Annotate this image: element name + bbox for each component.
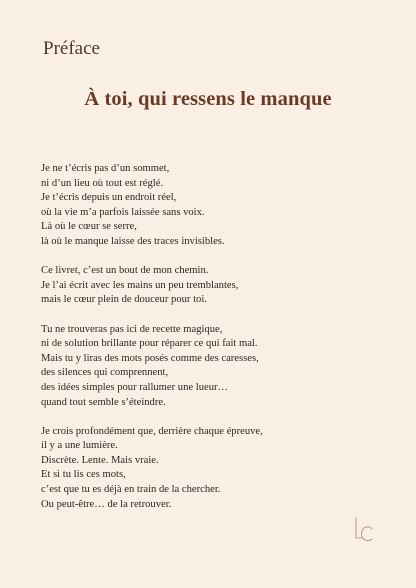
monogram-logo: [350, 516, 376, 544]
poem-line: Mais tu y liras des mots posés comme des caresses,: [41, 352, 259, 364]
poem-line: des silences qui comprennent,: [41, 367, 169, 379]
stanza: [41, 162, 381, 250]
poem-line: Je t’écris depuis un endroit réel,: [41, 192, 177, 204]
page-title: À toi, qui ressens le manque: [84, 88, 332, 110]
stanza: [41, 264, 381, 308]
section-kicker: Préface: [43, 38, 100, 59]
poem-line: Discrète. Lente. Mais vraie.: [41, 454, 159, 466]
stanza: [41, 323, 381, 411]
poem-line: là où le manque laisse des traces invisibles.: [41, 235, 225, 247]
poem-line: Je ne t’écris pas d’un sommet,: [41, 163, 170, 174]
poem-line: quand tout semble s’éteindre.: [41, 396, 166, 408]
poem-line: mais le cœur plein de douceur pour toi.: [41, 294, 207, 306]
poem-line: des idées simples pour rallumer une lueur…: [41, 381, 229, 393]
poem-line: Je l’ai écrit avec les mains un peu tremblantes,: [41, 279, 239, 291]
poem-line: Là où le cœur se serre,: [41, 221, 137, 233]
poem-line: Ou peut-être… de la retrouver.: [41, 498, 172, 510]
poem-line: Je crois profondément que, derrière chaque épreuve,: [41, 425, 263, 437]
stanza: [41, 425, 381, 513]
poem-line: où la vie m’a parfois laissée sans voix.: [41, 206, 205, 218]
poem-line: ni de solution brillante pour réparer ce qui fait mal.: [41, 338, 258, 350]
poem-line: c’est que tu es déjà en train de la chercher.: [41, 484, 221, 496]
poem-line: ni d’un lieu où tout est réglé.: [41, 177, 164, 189]
poem-body: [41, 162, 381, 527]
poem-line: il y a une lumière.: [41, 440, 118, 452]
poem-line: Ce livret, c’est un bout de mon chemin.: [41, 265, 209, 277]
poem-line: Et si tu lis ces mots,: [41, 469, 126, 481]
poem-line: Tu ne trouveras pas ici de recette magique,: [41, 323, 223, 335]
